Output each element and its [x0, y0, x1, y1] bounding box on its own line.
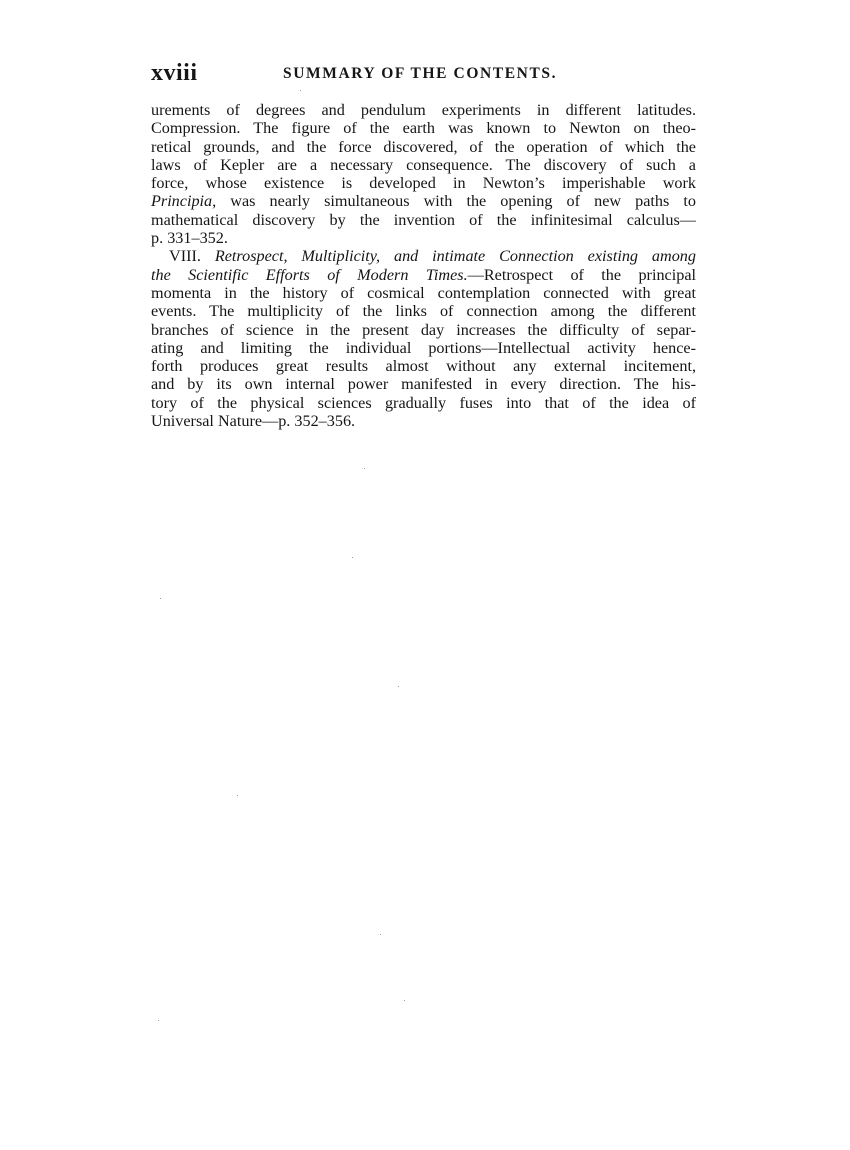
text-run: Compression. The figure of the earth was known to Newton on theo-: [151, 119, 696, 138]
scan-speck: [237, 795, 238, 796]
text-line: [151, 412, 696, 430]
scan-speck: [352, 557, 353, 558]
text-line: [151, 211, 696, 229]
text-line: [151, 339, 696, 357]
text-run: laws of Kepler are a necessary consequence. The discovery of such a: [151, 155, 696, 174]
text-run: momenta in the history of cosmical contemplation connected with great: [151, 283, 696, 302]
text-line: [151, 192, 696, 210]
text-line: [151, 266, 696, 284]
text-line: [151, 321, 696, 339]
text-run: force, whose existence is developed in Newton’s imperishable work: [151, 174, 696, 193]
italic-text-run: Principia,: [151, 192, 217, 211]
text-line: [151, 138, 696, 156]
italic-text-run: Retrospect, Multiplicity, and intimate Connection existing among: [214, 247, 696, 266]
text-line: [151, 156, 696, 174]
text-line: [151, 284, 696, 302]
text-line: [151, 375, 696, 393]
scan-speck: [404, 1000, 405, 1001]
text-run: —Retrospect of the principal: [467, 265, 696, 284]
text-line: [151, 302, 696, 320]
scan-speck: [300, 90, 301, 91]
text-run: and by its own internal power manifested in every direction. The his-: [151, 375, 696, 394]
scan-speck: [364, 468, 365, 469]
scan-speck: [158, 1020, 159, 1021]
text-line: [151, 247, 696, 265]
text-run: tory of the physical sciences gradually fuses into that of the idea of: [151, 393, 696, 412]
scan-speck: [160, 598, 161, 599]
italic-text-run: the Scientific Efforts of Modern Times.: [151, 265, 468, 284]
text-run: retical grounds, and the force discovered, of the operation of which the: [151, 137, 696, 156]
text-run: Universal Nature—p. 352–356.: [151, 412, 356, 431]
text-line: [151, 357, 696, 375]
text-run: events. The multiplicity of the links of connection among the different: [151, 302, 696, 321]
summary-text-block: [151, 101, 696, 430]
text-line: [151, 174, 696, 192]
scan-speck: [398, 686, 399, 687]
text-run: p. 331–352.: [151, 229, 228, 248]
text-run: VIII.: [169, 247, 215, 266]
text-run: ating and limiting the individual portions—Intellectual activity hence-: [151, 338, 696, 357]
text-run: urements of degrees and pendulum experiments in different latitudes.: [151, 101, 696, 119]
text-run: branches of science in the present day increases the difficulty of separ-: [151, 320, 696, 339]
page-number: xviii: [151, 60, 198, 86]
text-line: [151, 119, 696, 137]
running-title: SUMMARY OF THE CONTENTS.: [283, 65, 558, 82]
text-run: forth produces great results almost without any external incitement,: [151, 357, 696, 376]
text-line: [151, 394, 696, 412]
text-line: [151, 229, 696, 247]
text-run: was nearly simultaneous with the opening of new paths to: [216, 192, 696, 211]
text-line: [151, 101, 696, 119]
text-run: mathematical discovery by the invention of the infinitesimal calculus—: [151, 210, 696, 229]
running-head: [151, 60, 696, 86]
scan-speck: [380, 934, 381, 935]
